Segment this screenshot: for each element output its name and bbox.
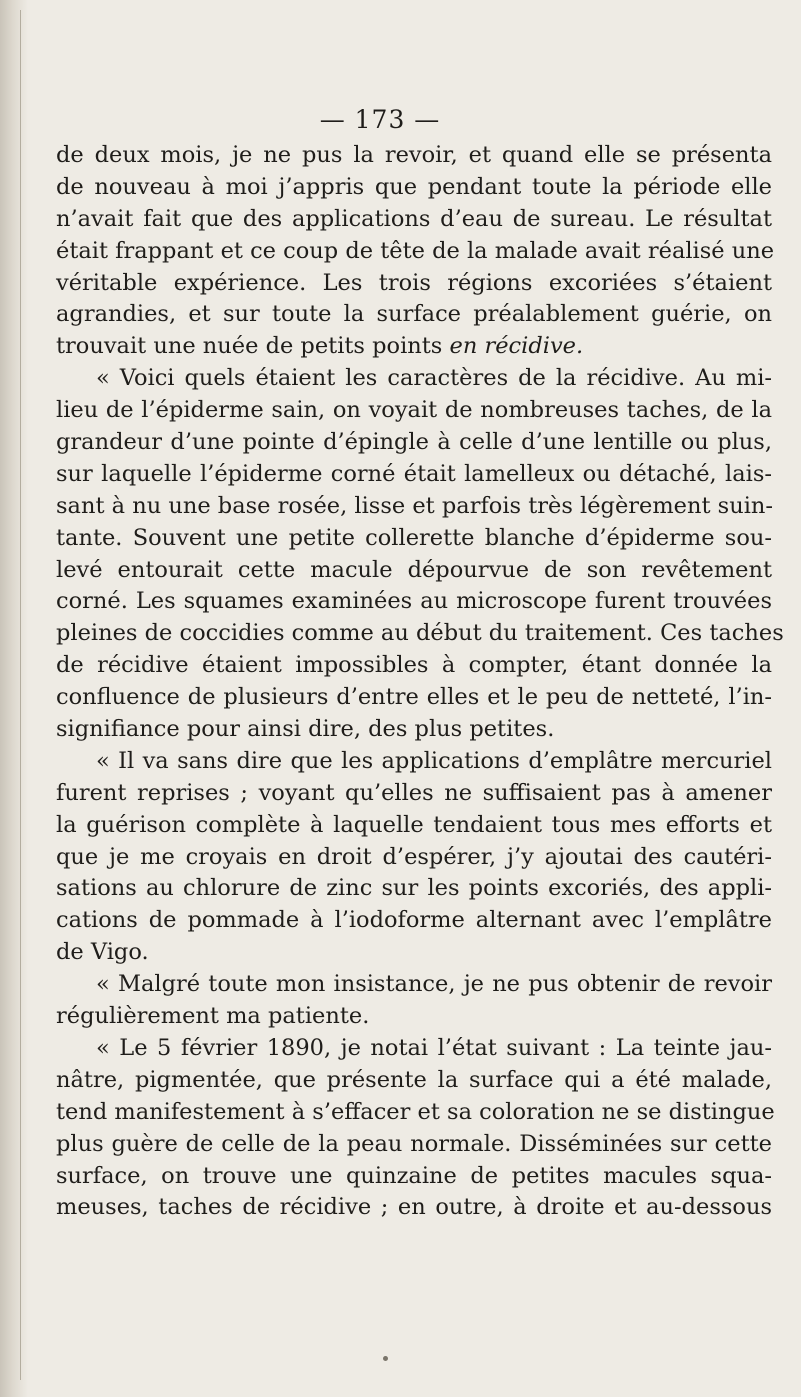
text-line: furent reprises ; voyant qu’elles ne suffisaient pas à amener bbox=[56, 779, 772, 806]
text-line: trouvait une nuée de petits points bbox=[56, 333, 443, 360]
text-line: pleines de coccidies comme au début du traitement. Ces taches bbox=[56, 620, 784, 647]
text-line: levé entourait cette macule dépourvue de son revêtement bbox=[56, 556, 772, 583]
text-line: plus guère de celle de la peau normale. Disséminées sur cette bbox=[56, 1130, 772, 1157]
text-line: nâtre, pigmentée, que présente la surface qui a été malade, bbox=[56, 1066, 772, 1093]
text-line: de récidive étaient impossibles à compter, étant donnée la bbox=[56, 652, 772, 679]
text-line: signifiance pour ainsi dire, des plus petites. bbox=[56, 716, 555, 743]
text-line: sations au chlorure de zinc sur les points excoriés, des appli- bbox=[56, 875, 772, 902]
text-line: la guérison complète à laquelle tendaient tous mes efforts et bbox=[56, 811, 772, 838]
text-line: corné. Les squames examinées au microscope furent trouvées bbox=[56, 588, 772, 615]
text-line: régulièrement ma patiente. bbox=[56, 1003, 370, 1030]
text-line: de nouveau à moi j’appris que pendant toute la période elle bbox=[56, 173, 772, 200]
text-line: n’avait fait que des applications d’eau de sureau. Le résultat bbox=[56, 205, 772, 232]
paragraph-start: « Il va sans dire que les applications d’emplâtre mercuriel bbox=[96, 747, 772, 774]
text-line: surface, on trouve une quinzaine de petites macules squa- bbox=[56, 1162, 772, 1189]
text-line: sur laquelle l’épiderme corné était lamelleux ou détaché, lais- bbox=[56, 460, 772, 487]
body-text bbox=[56, 140, 784, 1224]
binding-gutter bbox=[0, 0, 28, 1397]
text-line: de deux mois, je ne pus la revoir, et quand elle se présenta bbox=[56, 142, 772, 168]
text-line: tend manifestement à s’effacer et sa coloration ne se distingue bbox=[56, 1098, 775, 1125]
text-line: grandeur d’une pointe d’épingle à celle d’une lentille ou plus, bbox=[56, 429, 772, 456]
text-line: meuses, taches de récidive ; en outre, à droite et au-dessous bbox=[56, 1194, 772, 1221]
text-line: confluence de plusieurs d’entre elles et le peu de netteté, l’in- bbox=[56, 684, 772, 711]
paragraph-start: « Le 5 février 1890, je notai l’état suivant : La teinte jau- bbox=[96, 1034, 772, 1061]
text-line: véritable expérience. Les trois régions excoriées s’étaient bbox=[56, 269, 772, 296]
text-line-with-italic bbox=[56, 331, 772, 363]
text-line: lieu de l’épiderme sain, on voyait de nombreuses taches, de la bbox=[56, 397, 772, 424]
italic-phrase: en récidive. bbox=[449, 333, 584, 360]
gutter-rule bbox=[20, 10, 21, 1380]
text-line: cations de pommade à l’iodoforme alternant avec l’emplâtre bbox=[56, 907, 772, 934]
text-line: agrandies, et sur toute la surface préalablement guérie, on bbox=[56, 301, 772, 328]
text-line: que je me croyais en droit d’espérer, j’y ajoutai des cautéri- bbox=[56, 843, 772, 870]
text-line: de Vigo. bbox=[56, 939, 149, 966]
text-line: tante. Souvent une petite collerette blanche d’épiderme sou- bbox=[56, 524, 772, 551]
paragraph-start: « Malgré toute mon insistance, je ne pus obtenir de revoir bbox=[96, 971, 772, 998]
paragraph-start: « Voici quels étaient les caractères de la récidive. Au mi- bbox=[96, 365, 772, 392]
ink-speck bbox=[383, 1356, 388, 1361]
text-line: était frappant et ce coup de tête de la malade avait réalisé une bbox=[56, 237, 775, 264]
text-line: sant à nu une base rosée, lisse et parfois très légèrement suin- bbox=[56, 492, 773, 519]
page-number-header: — 173 — bbox=[319, 105, 441, 134]
